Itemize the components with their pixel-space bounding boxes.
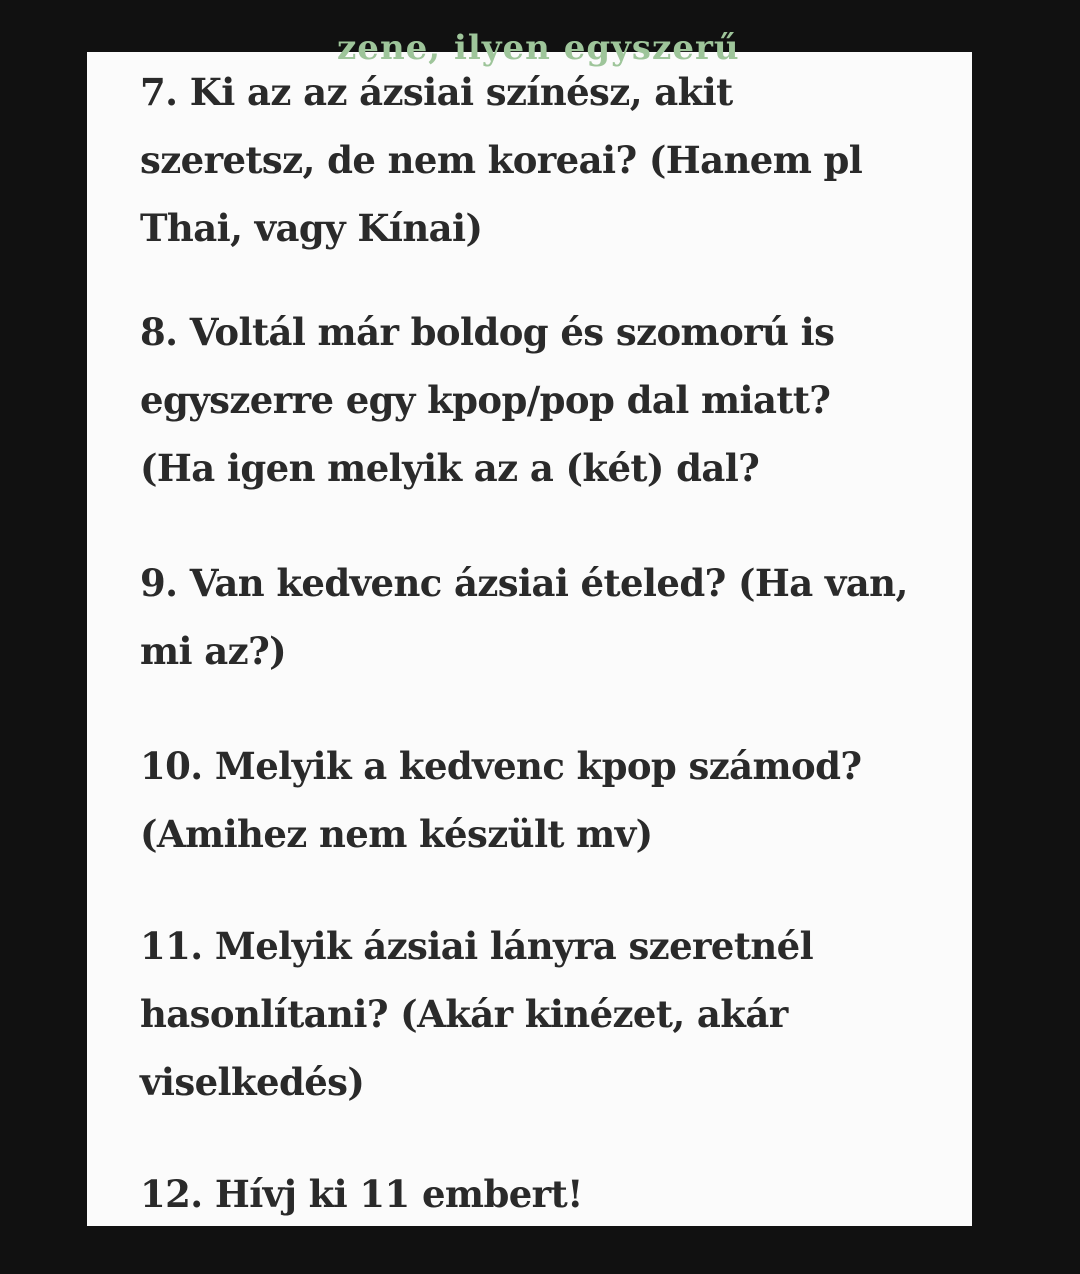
- question-9: [140, 549, 960, 685]
- question-line: 8. Voltál már boldog és szomorú is: [140, 310, 835, 354]
- document-page: [87, 28, 972, 1226]
- cutoff-header-text: zene, ilyen egyszerű: [337, 28, 740, 68]
- question-line: (Amihez nem készült mv): [140, 812, 653, 856]
- question-line: Thai, vagy Kínai): [140, 206, 483, 250]
- question-7: [140, 58, 960, 262]
- question-line: 9. Van kedvenc ázsiai ételed? (Ha van,: [140, 561, 908, 605]
- question-line: hasonlítani? (Akár kinézet, akár: [140, 992, 788, 1036]
- question-line: szeretsz, de nem koreai? (Hanem pl: [140, 138, 863, 182]
- question-line: viselkedés): [140, 1060, 365, 1104]
- question-line: egyszerre egy kpop/pop dal miatt?: [140, 378, 831, 422]
- question-12: [140, 1160, 960, 1228]
- question-line: 7. Ki az az ázsiai színész, akit: [140, 70, 733, 114]
- question-line: mi az?): [140, 629, 287, 673]
- question-line: 12. Hívj ki 11 embert!: [140, 1172, 583, 1216]
- question-line: 10. Melyik a kedvenc kpop számod?: [140, 744, 862, 788]
- question-11: [140, 912, 960, 1116]
- question-line: (Ha igen melyik az a (két) dal?: [140, 446, 760, 490]
- question-8: [140, 298, 960, 502]
- question-line: 11. Melyik ázsiai lányra szeretnél: [140, 924, 814, 968]
- question-10: [140, 732, 960, 868]
